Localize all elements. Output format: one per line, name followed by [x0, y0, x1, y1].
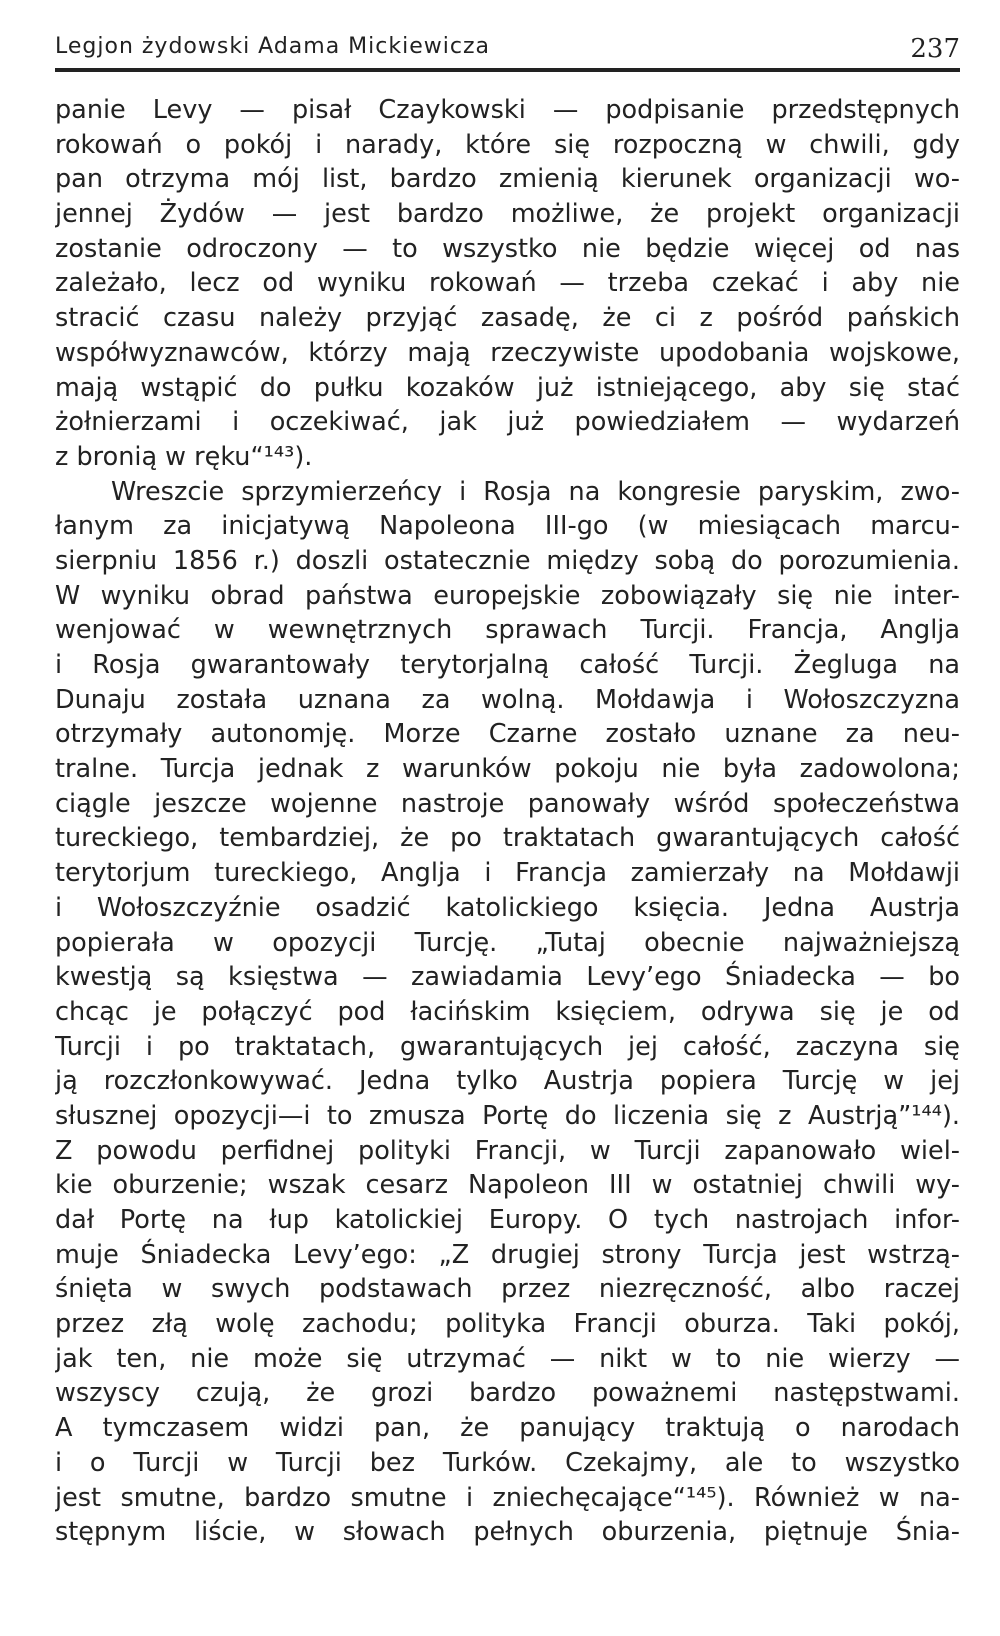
page-number: 237 [910, 34, 960, 64]
text-line: stępnym liście, w słowach pełnych oburzenia, piętnuje Śnia- [55, 1517, 960, 1548]
text-line: i o Turcji w Turcji bez Turków. Czekajmy, ale to wszystko [55, 1447, 960, 1478]
text-line: panie Levy — pisał Czaykowski — podpisanie przedstępnych [55, 95, 960, 125]
text-line: i Rosja gwarantowały terytorjalną całość Turcji. Żegluga na [55, 650, 960, 680]
page-header [55, 34, 960, 74]
text-line: kwestją są księstwa — zawiadamia Levy’ego Śniadecka — bo [55, 962, 960, 993]
text-line: żołnierzami i oczekiwać, jak już powiedziałem — wydarzeń [55, 407, 960, 438]
text-line: ją rozczłonkowywać. Jedna tylko Austrja popiera Turcję w jej [55, 1066, 960, 1097]
text-line: słusznej opozycji—i to zmusza Portę do liczenia się z Austrją”¹⁴⁴). [55, 1100, 960, 1131]
text-line: jennej Żydów — jest bardzo możliwe, że projekt organizacji [55, 199, 960, 230]
text-line: łanym za inicjatywą Napoleona III-go (w miesiącach marcu- [55, 511, 960, 542]
text-line: pan otrzyma mój list, bardzo zmienią kierunek organizacji wo- [55, 164, 960, 195]
text-line: stracić czasu należy przyjąć zasadę, że ci z pośród pańskich [55, 303, 960, 334]
text-line: z bronią w ręku“¹⁴³). [55, 441, 313, 472]
text-line: Dunaju została uznana za wolną. Mołdawja i Wołoszczyzna [55, 684, 960, 715]
text-line: śnięta w swych podstawach przez niezręczność, albo raczej [55, 1274, 960, 1305]
text-line: A tymczasem widzi pan, że panujący traktują o narodach [55, 1413, 960, 1444]
text-line: jak ten, nie może się utrzymać — nikt w to nie wierzy — [55, 1343, 960, 1374]
text-line: dał Portę na łup katolickiej Europy. O tych nastrojach infor- [55, 1205, 960, 1235]
text-line: rokowań o pokój i narady, które się rozpoczną w chwili, gdy [55, 129, 960, 160]
body-text [55, 93, 960, 1550]
text-line: zależało, lecz od wyniku rokowań — trzeba czekać i aby nie [55, 268, 960, 299]
text-line: Turcji i po traktatach, gwarantujących jej całość, zaczyna się [55, 1031, 960, 1062]
text-line: kie oburzenie; wszak cesarz Napoleon III w ostatniej chwili wy- [55, 1170, 960, 1201]
running-head: Legjon żydowski Adama Mickiewicza [55, 34, 490, 59]
text-line: W wyniku obrad państwa europejskie zobowiązały się nie inter- [55, 580, 960, 611]
text-line: ciągle jeszcze wojenne nastroje panowały wśród społeczeństwa [55, 788, 960, 819]
text-line: sierpniu 1856 r.) doszli ostatecznie między sobą do porozumienia. [55, 545, 960, 576]
text-line: Wreszcie sprzymierzeńcy i Rosja na kongresie paryskim, zwo- [111, 476, 960, 507]
text-line: jest smutne, bardzo smutne i zniechęcające“¹⁴⁵). Również w na- [55, 1482, 960, 1513]
text-line: Z powodu perfidnej polityki Francji, w Turcji zapanowało wiel- [55, 1135, 960, 1166]
text-line: terytorjum tureckiego, Anglja i Francja zamierzały na Mołdawji [55, 858, 960, 889]
text-line: i Wołoszczyźnie osadzić katolickiego księcia. Jedna Austrja [55, 892, 960, 923]
text-line: zostanie odroczony — to wszystko nie będzie więcej od nas [55, 233, 960, 264]
text-line: mają wstąpić do pułku kozaków już istniejącego, aby się stać [55, 372, 960, 403]
text-line: przez złą wolę zachodu; polityka Francji oburza. Taki pokój, [55, 1309, 960, 1340]
text-line: otrzymały autonomję. Morze Czarne zostało uznane za neu- [55, 719, 960, 750]
text-line: tureckiego, tembardziej, że po traktatach gwarantujących całość [55, 823, 960, 854]
text-line: współwyznawców, którzy mają rzeczywiste upodobania wojskowe, [55, 337, 960, 368]
text-line: popierała w opozycji Turcję. „Tutaj obecnie najważniejszą [55, 927, 960, 958]
text-line: wenjować w wewnętrznych sprawach Turcji. Francja, Anglja [55, 615, 960, 646]
text-line: chcąc je połączyć pod łacińskim księciem, odrywa się je od [55, 996, 960, 1027]
text-line: wszyscy czują, że grozi bardzo poważnemi następstwami. [55, 1378, 960, 1409]
header-rule [55, 68, 960, 72]
text-line: tralne. Turcja jednak z warunków pokoju nie była zadowolona; [55, 754, 960, 785]
text-line: muje Śniadecka Levy’ego: „Z drugiej strony Turcja jest wstrzą- [55, 1239, 960, 1270]
